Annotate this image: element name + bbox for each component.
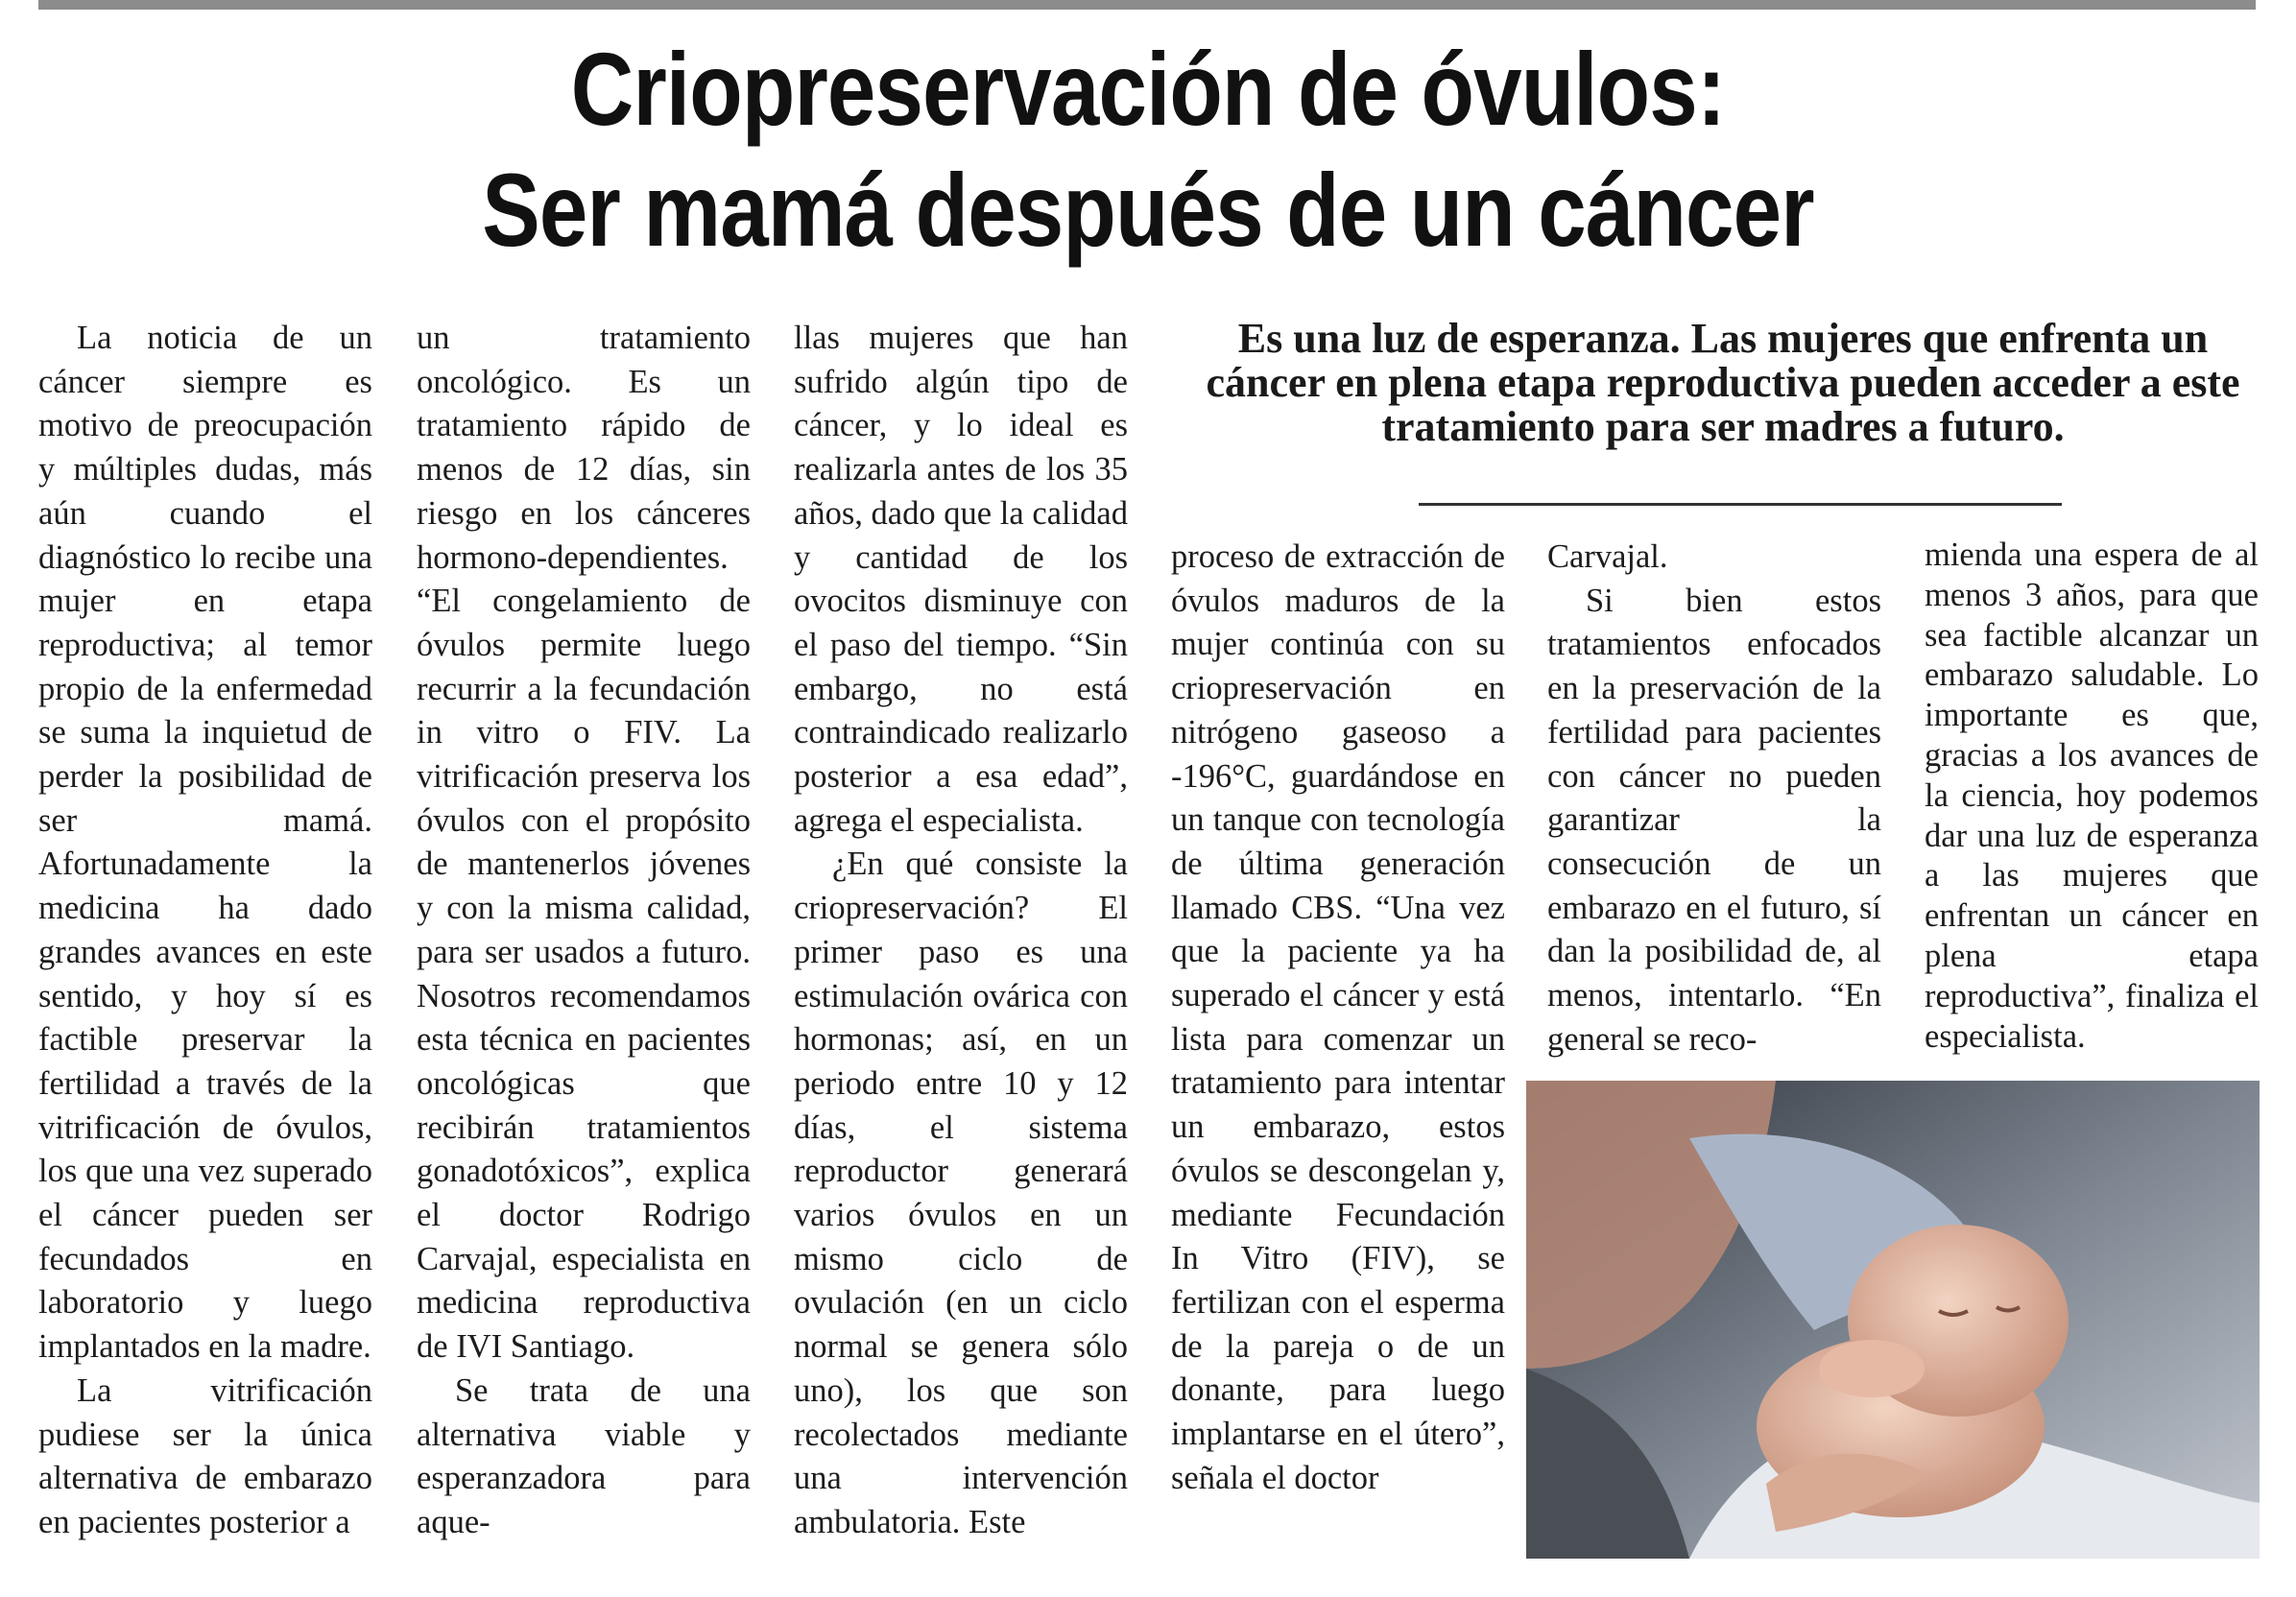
paragraph: Carvajal. [1547,538,1668,575]
headline-line-1: Criopreservación de óvulos: [570,31,1726,147]
paragraph: mienda una espera de al menos 3 años, para que sea factible alcanzar un embarazo saludable. Lo importante es que, gracias a los avances de la ciencia, hoy podemos dar una luz de esperanza a las mujeres que enfrentan un cáncer en plena etapa reproductiva”, finaliza el especialista. [1925,536,2259,1055]
paragraph: La vitrificación pudiese ser la única alternativa de embarazo en pacientes posterior a [38,1371,372,1540]
column-5 [1547,536,1881,1061]
headline [183,29,2112,271]
paragraph: La noticia de un cáncer siempre es motivo de preocupación y múltiples dudas, más aún cuando el diagnóstico lo recibe una mujer en etapa reproductiva; al temor propio de la enfermedad se suma la inquietud de perder la posibilidad de ser mamá. Afortunadamente la medicina ha dado grandes avances en este sentido, y hoy sí es factible preservar la fertilidad a través de la vitrificación de óvulos, los que una vez superado el cáncer pueden ser fecundados en laboratorio y luego implantados en la madre. [38,320,372,1366]
headline-line-2: Ser mamá después de un cáncer [482,152,1814,268]
column-3 [794,317,1128,1545]
column-2 [417,317,751,1545]
top-rule [38,0,2256,10]
paragraph: Si bien estos tratamientos enfocados en la preservación de la fertilidad para pacientes con cáncer no pueden garantizar la consecución de un embarazo en el futuro, sí dan la posibilidad de, al menos, intentarlo. “En general se reco- [1547,582,1881,1058]
column-6 [1925,536,2259,1057]
paragraph: llas mujeres que han sufrido algún tipo de cáncer, y lo ideal es realizarla antes de los 35 años, dado que la calidad y cantidad de los ovocitos disminuye con el paso del tiempo. “Sin embargo, no está contraindicado realizarlo posterior a esa edad”, agrega el especialista. [794,320,1128,839]
pull-quote-rule [1419,503,2062,506]
paragraph: Se trata de una alternativa viable y esperanzadora para aque- [417,1371,751,1540]
newborn-photo [1526,1081,2260,1559]
column-1 [38,317,372,1545]
paragraph: ¿En qué consiste la criopreservación? El primer paso es una estimulación ovárica con hormonas; así, en un periodo entre 10 y 12 días, el sistema reproductor generará varios óvulos en un mismo ciclo de ovulación (en un ciclo normal se genera sólo uno), los que son recolectados mediante una intervención ambulatoria. Este [794,846,1128,1540]
pull-quote: Es una luz de esperanza. Las mujeres que enfrenta un cáncer en plena etapa reproductiva pueden acceder a este tratamiento para ser madres a futuro. [1206,315,2240,450]
column-4 [1171,536,1505,1500]
paragraph: proceso de extracción de óvulos maduros de la mujer continúa con su criopreservación en nitrógeno gaseoso a -196°C, guardándose en un tanque con tecnología de última generación llamado CBS. “Una vez que la paciente ya ha superado el cáncer y está lista para comenzar un tratamiento para intentar un embarazo, estos óvulos se descongelan y, mediante Fecundación In Vitro (FIV), se fertilizan con el esperma de la pareja o de un donante, para luego implantarse en el útero”, señala el doctor [1171,538,1505,1496]
paragraph: un tratamiento oncológico. Es un tratamiento rápido de menos de 12 días, sin riesgo en los cánceres hormono-dependientes. “El congelamiento de óvulos permite luego recurrir a la fecundación in vitro o FIV. La vitrificación preserva los óvulos con el propósito de mantenerlos jóvenes y con la misma calidad, para ser usados a futuro. Nosotros recomendamos esta técnica en pacientes oncológicas que recibirán tratamientos gonadotóxicos”, explica el doctor Rodrigo Carvajal, especialista en medicina reproductiva de IVI Santiago. [417,320,751,1366]
